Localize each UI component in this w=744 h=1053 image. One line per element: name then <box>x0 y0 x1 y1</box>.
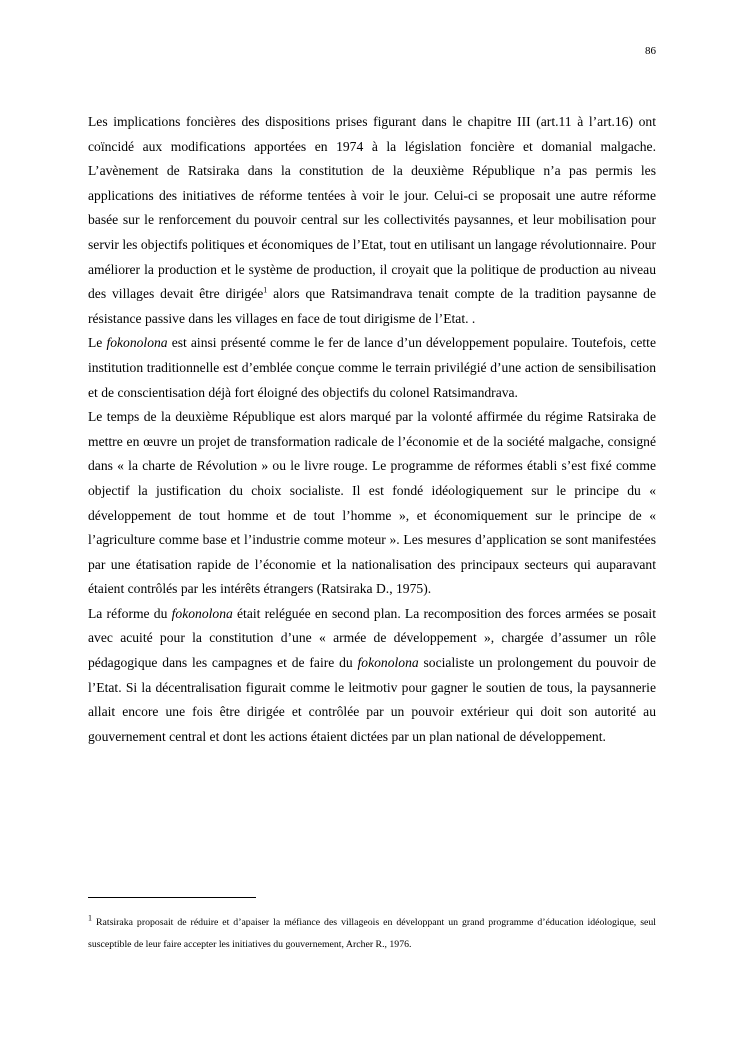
paragraph-4 <box>88 602 656 750</box>
page-number: 86 <box>645 45 656 57</box>
paragraph-4-italic-term-2: fokonolona <box>357 655 419 671</box>
paragraph-4-italic-term-1: fokonolona <box>171 605 233 621</box>
body-text <box>88 110 656 749</box>
paragraph-1-text-after: alors que Ratsimandrava tenait compte de la tradition paysanne de résistance passive dans les villages en face de tout dirigisme de l’Etat. . <box>88 286 656 326</box>
paragraph-2 <box>88 331 656 405</box>
paragraph-4-lead: La réforme du <box>88 605 172 621</box>
footnote-divider <box>88 897 256 898</box>
footnote-marker: 1 <box>88 913 92 923</box>
paragraph-3: Le temps de la deuxième République est alors marqué par la volonté affirmée du régime Ratsiraka de mettre en œuvre un projet de transformation radicale de l’économie et de la société malgache, consigné dans « la charte de Révolution » ou le livre rouge. Le programme de réformes établi s’est fixé comme objectif la justification du choix socialiste. Il est fondé idéologiquement sur le principe du « développement de tout homme et de tout l’homme », et économiquement sur le principe de « l’agriculture comme base et l’industrie comme moteur ». Les mesures d’application se sont manifestées par une étatisation rapide de l’économie et la nationalisation des principaux secteurs qui auparavant étaient contrôlés par les intérêts étrangers (Ratsiraka D., 1975). <box>88 409 656 597</box>
paragraph-4-mid: était reléguée en second plan. La recomposition des forces armées se posait avec acuité pour la constitution d’une « armée de développement », chargée d’assumer un rôle pédagogique dans les campagnes et de faire du <box>88 605 656 671</box>
paragraph-1-text-before: Les implications foncières des dispositions prises figurant dans le chapitre III (art.11 à l’art.16) ont coïncidé aux modifications apportées en 1974 à la législation foncière et domanial malgache. L’avènement de Ratsiraka dans la constitution de la deuxième République n’a pas permis les applications des initiatives de réforme tentées à voir le jour. Celui-ci se proposait une autre réforme basée sur le renforcement du pouvoir central sur les collectivités paysannes, et leur mobilisation pour servir les objectifs politiques et économiques de l’Etat, tout en utilisant un langage révolutionnaire. Pour améliorer la production et le système de production, il croyait que la politique de production au niveau des villages devait être dirigée <box>88 114 656 302</box>
paragraph-2-italic-term: fokonolona <box>106 335 168 351</box>
paragraph-4-rest: socialiste un prolongement du pouvoir de l’Etat. Si la décentralisation figurait comme le leitmotiv pour gagner le soutien de tous, la paysannerie allait encore une fois être dirigée et contrôlée par un pouvoir extérieur qui doit son autorité au gouvernement central et dont les actions étaient dictées par un plan national de développement. <box>88 655 656 744</box>
footnote <box>88 912 656 956</box>
paragraph-1 <box>88 110 656 331</box>
paragraph-2-rest: est ainsi présenté comme le fer de lance d’un développement populaire. Toutefois, cette institution traditionnelle est d’emblée conçue comme le terrain privilégié d’une action de sensibilisation et de conscientisation déjà fort éloigné des objectifs du colonel Ratsimandrava. <box>88 335 656 400</box>
paragraph-2-lead: Le <box>88 335 107 351</box>
footnote-text: Ratsiraka proposait de réduire et d’apaiser la méfiance des villageois en développant un grand programme d’éducation idéologique, seul susceptible de leur faire accepter les initiatives du gouvernement, Archer R., 1976. <box>88 917 656 950</box>
footnote-reference: 1 <box>263 285 268 295</box>
